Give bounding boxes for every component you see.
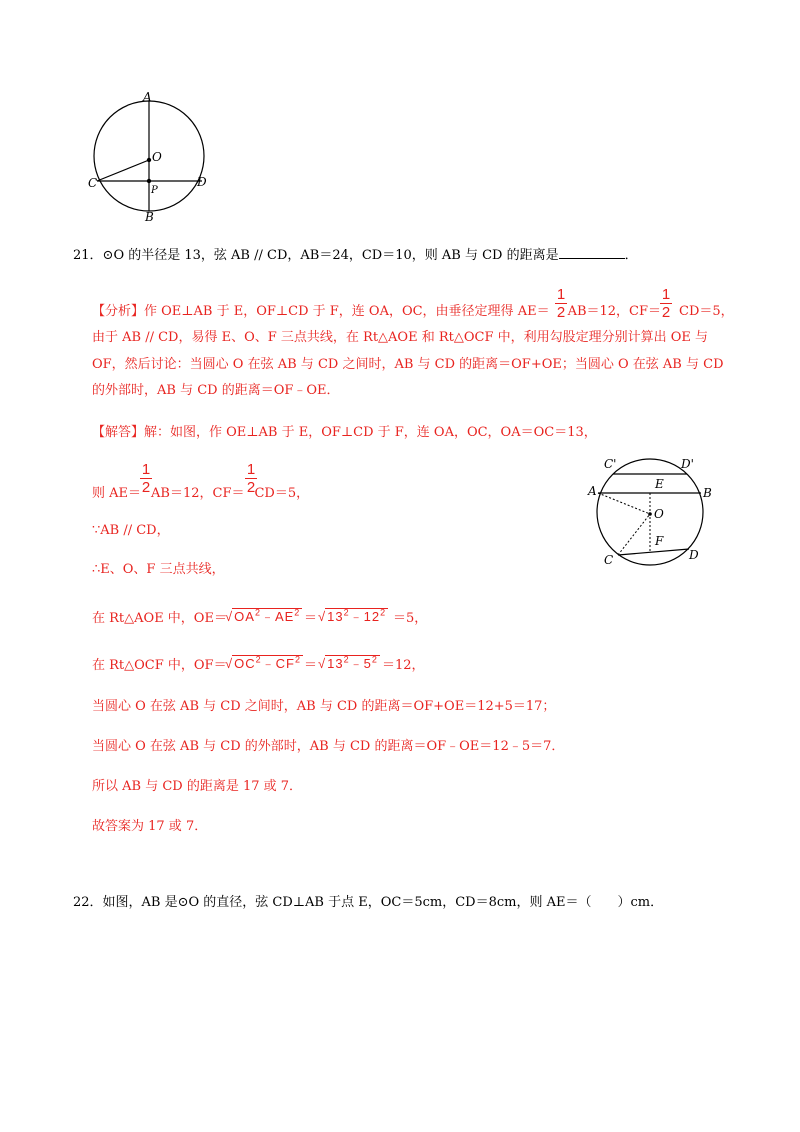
analysis-text-1c: CD＝5，: [679, 304, 734, 319]
sqrt-of-2: √ $13^2﹣5^2$: [318, 654, 378, 671]
solution-text-1: 解：如图，作 OE⊥AB 于 E，OF⊥CD 于 F，连 OA，OC，OA＝OC＝13，: [144, 425, 597, 440]
analysis-text-1b: AB＝12，CF＝: [567, 304, 662, 319]
segment-oc: [618, 514, 650, 555]
solution-text-2a: 则 AE＝: [92, 486, 142, 501]
solution-tag: 【解答】: [92, 425, 145, 440]
eq-sign-6: ＝: [304, 658, 318, 673]
frac-num: 1: [661, 286, 671, 303]
result-5: ＝5，: [393, 611, 428, 626]
label-a: A: [143, 90, 152, 104]
fraction-half-1: [555, 287, 567, 320]
solution-text-5a: 在 Rt△AOE 中，OE＝: [92, 611, 227, 626]
eq-sign-5: ＝: [304, 611, 318, 626]
label-b: B: [145, 210, 154, 224]
q22-number: 22．: [73, 895, 103, 910]
solution-line8: 当圆心 O 在弦 AB 与 CD 的外部时，AB 与 CD 的距离＝OF﹣OE＝12﹣5＝7．: [92, 739, 565, 754]
exp: 2: [295, 654, 302, 665]
q21-text: ⊙O 的半径是 13，弦 AB // CD，AB＝24，CD＝10，则 AB 与 CD 的距离是: [102, 248, 559, 263]
result-6: ＝12，: [382, 658, 425, 673]
solution-line3: ∵AB // CD，: [92, 523, 170, 538]
solution-text-2b: AB＝12，CF＝: [151, 486, 245, 501]
label-e: E: [655, 477, 664, 491]
frac-num: 1: [246, 461, 256, 478]
q21-number: 21．: [73, 248, 103, 263]
label-b: B: [703, 486, 712, 500]
label-p: P: [151, 185, 158, 196]
segment-oc: [97, 160, 149, 181]
fraction-half-2: [660, 287, 672, 320]
sqrt-of-1: √ $OC^2﹣CF^2$: [225, 654, 302, 671]
root-5: ﹣5: [349, 656, 372, 671]
solution-text-2c: CD＝5，: [254, 486, 310, 501]
frac-num: 1: [556, 286, 566, 303]
exp: 2: [255, 654, 262, 665]
frac-den: 2: [141, 479, 151, 496]
fraction-half-3: [140, 462, 152, 495]
analysis-line1: [92, 303, 734, 321]
segment-oa: [598, 493, 650, 514]
question-21: [73, 246, 638, 265]
exp: 2: [343, 654, 350, 665]
chord-cd: [618, 549, 689, 555]
label-o: O: [152, 150, 162, 164]
label-a: A: [588, 484, 597, 498]
point-o: [648, 512, 652, 516]
label-c-prime: C': [604, 457, 617, 471]
label-d: D: [197, 175, 207, 189]
root-13: 13: [327, 609, 344, 624]
solution-line7: 当圆心 O 在弦 AB 与 CD 之间时，AB 与 CD 的距离＝OF+OE＝12+5＝17；: [92, 699, 556, 714]
solution-line2: [92, 485, 309, 503]
solution-line9: 所以 AB 与 CD 的距离是 17 或 7．: [92, 779, 303, 794]
point-o: [147, 158, 151, 162]
label-c: C: [604, 553, 614, 567]
exp: 2: [254, 607, 261, 618]
root-12: ﹣12: [349, 609, 381, 624]
analysis-tag: 【分析】: [92, 304, 145, 319]
root-13b: 13: [327, 656, 344, 671]
root-ae: ﹣AE: [260, 609, 295, 624]
sqrt-oe-1: √ $OA^2﹣AE^2$: [225, 607, 301, 624]
point-p: [147, 179, 151, 183]
exp: 2: [380, 607, 387, 618]
fraction-half-4: [245, 462, 257, 495]
question-22: [73, 894, 663, 912]
root-oa: OA: [234, 609, 255, 624]
label-f: F: [655, 534, 664, 548]
frac-den: 2: [556, 304, 566, 321]
root-cf: ﹣CF: [261, 656, 295, 671]
analysis-line2: 由于 AB // CD，易得 E、O、F 三点共线，在 Rt△AOE 和 Rt△OCF 中，利用勾股定理分别计算出 OE 与: [92, 330, 709, 345]
label-c: C: [88, 176, 98, 190]
solution-line1: [92, 424, 597, 442]
exp: 2: [343, 607, 350, 618]
exp: 2: [294, 607, 301, 618]
answer-blank: [559, 246, 625, 259]
frac-den: 2: [661, 304, 671, 321]
label-d-prime: D': [681, 457, 694, 471]
exp: 2: [371, 654, 378, 665]
analysis-line4: 的外部时，AB 与 CD 的距离＝OF﹣OE．: [92, 383, 340, 398]
sqrt-oe-2: √ $13^2﹣12^2$: [318, 607, 387, 624]
solution-line6: [92, 657, 227, 675]
frac-den: 2: [246, 479, 256, 496]
q21-end: ．: [624, 248, 638, 263]
root-oc: OC: [234, 656, 256, 671]
right-circle-figure: [585, 455, 715, 570]
solution-text-6a: 在 Rt△OCF 中，OF＝: [92, 658, 227, 673]
solution-line5: [92, 610, 227, 628]
solution-line10: 故答案为 17 或 7．: [92, 819, 208, 834]
top-circle-figure: [85, 90, 215, 225]
analysis-text-1a: 作 OE⊥AB 于 E，OF⊥CD 于 F，连 OA，OC，由垂径定理得 AE＝: [144, 304, 550, 319]
q22-text: 如图，AB 是⊙O 的直径，弦 CD⊥AB 于点 E，OC＝5cm，CD＝8cm，则 AE＝（ ）cm．: [102, 895, 664, 910]
analysis-line3: OF，然后讨论：当圆心 O 在弦 AB 与 CD 之间时，AB 与 CD 的距离＝OF+OE；当圆心 O 在弦 AB 与 CD: [92, 357, 724, 372]
frac-num: 1: [141, 461, 151, 478]
solution-line4: ∴E、O、F 三点共线，: [92, 562, 225, 577]
label-d: D: [689, 548, 699, 562]
label-o: O: [654, 507, 664, 521]
